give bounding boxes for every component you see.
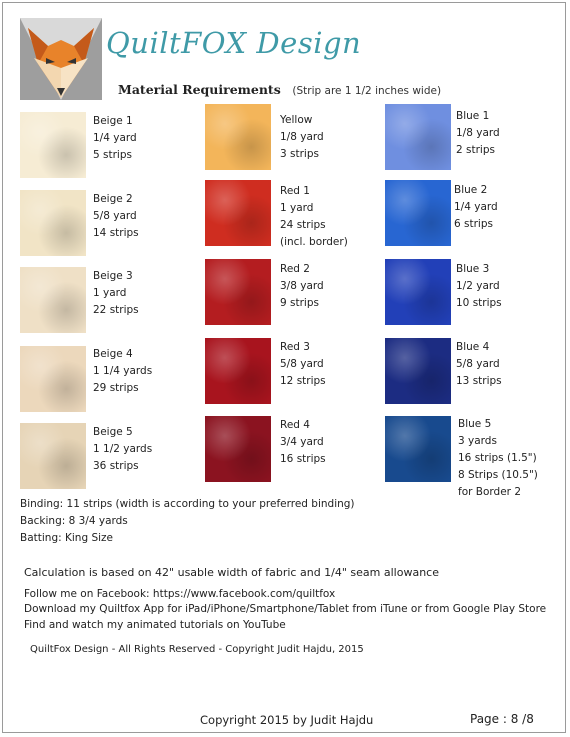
fabric-name: Blue 3 [456,263,490,275]
page-number: Page : 8 /8 [470,712,534,726]
fabric-detail: for Border 2 [458,486,521,498]
fabric-label [280,183,348,251]
fabric-detail: 3 strips [280,148,319,160]
brand-title: QuiltFOX Design [106,26,362,60]
calculation-text: Calculation is based on 42" usable width of fabric and 1/4" seam allowance [24,566,439,579]
fabric-label [93,424,152,475]
fabric-swatch [205,338,271,404]
fabric-detail: 14 strips [93,227,139,239]
fabric-swatch [205,180,271,246]
fabric-label [454,182,498,233]
fabric-name: Beige 5 [93,426,133,438]
fabric-detail: 1/4 yard [93,132,137,144]
fabric-name: Beige 3 [93,270,133,282]
fabric-detail: 1 yard [93,287,127,299]
fabric-detail: 5/8 yard [456,358,500,370]
fabric-detail: 5/8 yard [93,210,137,222]
fabric-swatch [205,259,271,325]
rights-text: QuiltFox Design - All Rights Reserved - Copyright Judit Hajdu, 2015 [30,644,364,655]
fabric-name: Blue 5 [458,418,492,430]
fabric-label [456,108,500,159]
fabric-label [93,191,139,242]
fabric-swatch [205,416,271,482]
fabric-name: Yellow [280,114,313,126]
fabric-detail: 5 strips [93,149,132,161]
fabric-swatch [385,180,451,246]
fabric-swatch [385,259,451,325]
fabric-swatch [385,416,451,482]
fabric-name: Blue 1 [456,110,490,122]
fabric-name: Blue 4 [456,341,490,353]
fabric-label [456,339,502,390]
fabric-label [280,417,326,468]
fabric-detail: 29 strips [93,382,139,394]
backing-text: Backing: 8 3/4 yards [20,515,128,527]
fabric-swatch [20,112,86,178]
fabric-detail: 3 yards [458,435,497,447]
fox-logo-icon [20,18,102,100]
fabric-detail: 8 Strips (10.5") [458,469,538,481]
fabric-detail: 22 strips [93,304,139,316]
page-title [118,82,441,97]
fabric-detail: 5/8 yard [280,358,324,370]
fabric-label [280,261,324,312]
fabric-detail: 24 strips [280,219,326,231]
fabric-swatch [385,104,451,170]
fabric-label [458,416,538,501]
fabric-swatch [20,190,86,256]
facebook-text: Follow me on Facebook: https://www.facebook.com/quiltfox [24,588,336,600]
fabric-detail: 10 strips [456,297,502,309]
footer-copyright: Copyright 2015 by Judit Hajdu [200,713,374,727]
fabric-detail: 1/2 yard [456,280,500,292]
fabric-detail: 3/8 yard [280,280,324,292]
fabric-label [456,261,502,312]
fabric-detail: 2 strips [456,144,495,156]
fabric-swatch [20,267,86,333]
fabric-detail: 1/8 yard [280,131,324,143]
youtube-text: Find and watch my animated tutorials on YouTube [24,619,286,631]
fabric-detail: 36 strips [93,460,139,472]
fabric-label [93,268,139,319]
fabric-detail: 3/4 yard [280,436,324,448]
fabric-label [93,346,152,397]
fabric-name: Red 3 [280,341,310,353]
fabric-detail: 9 strips [280,297,319,309]
fabric-swatch [20,423,86,489]
fabric-detail: 1/4 yard [454,201,498,213]
fabric-name: Red 4 [280,419,310,431]
fabric-swatch [385,338,451,404]
fabric-name: Beige 2 [93,193,133,205]
fabric-name: Blue 2 [454,184,488,196]
fabric-detail: 16 strips [280,453,326,465]
fabric-name: Red 2 [280,263,310,275]
fabric-name: Beige 1 [93,115,133,127]
fabric-label [93,113,137,164]
fabric-detail: 1 yard [280,202,314,214]
fabric-detail: 6 strips [454,218,493,230]
fabric-detail: 1 1/4 yards [93,365,153,377]
strip-note: (Strip are 1 1/2 inches wide) [292,85,442,97]
fabric-detail: 1 1/2 yards [93,443,153,455]
fabric-swatch [205,104,271,170]
app-text: Download my Quiltfox App for iPad/iPhone/Smartphone/Tablet from iTune or from Google Play Store [24,603,547,615]
fabric-swatch [20,346,86,412]
fabric-detail: (incl. border) [280,236,348,248]
fabric-detail: 16 strips (1.5") [458,452,537,464]
fabric-detail: 1/8 yard [456,127,500,139]
fabric-label [280,339,326,390]
fabric-name: Red 1 [280,185,310,197]
batting-text: Batting: King Size [20,532,113,544]
binding-text: Binding: 11 strips (width is according to your preferred binding) [20,498,355,510]
fabric-label [280,112,324,163]
fabric-detail: 12 strips [280,375,326,387]
fabric-name: Beige 4 [93,348,133,360]
fabric-detail: 13 strips [456,375,502,387]
title-text: Material Requirements [118,82,281,97]
